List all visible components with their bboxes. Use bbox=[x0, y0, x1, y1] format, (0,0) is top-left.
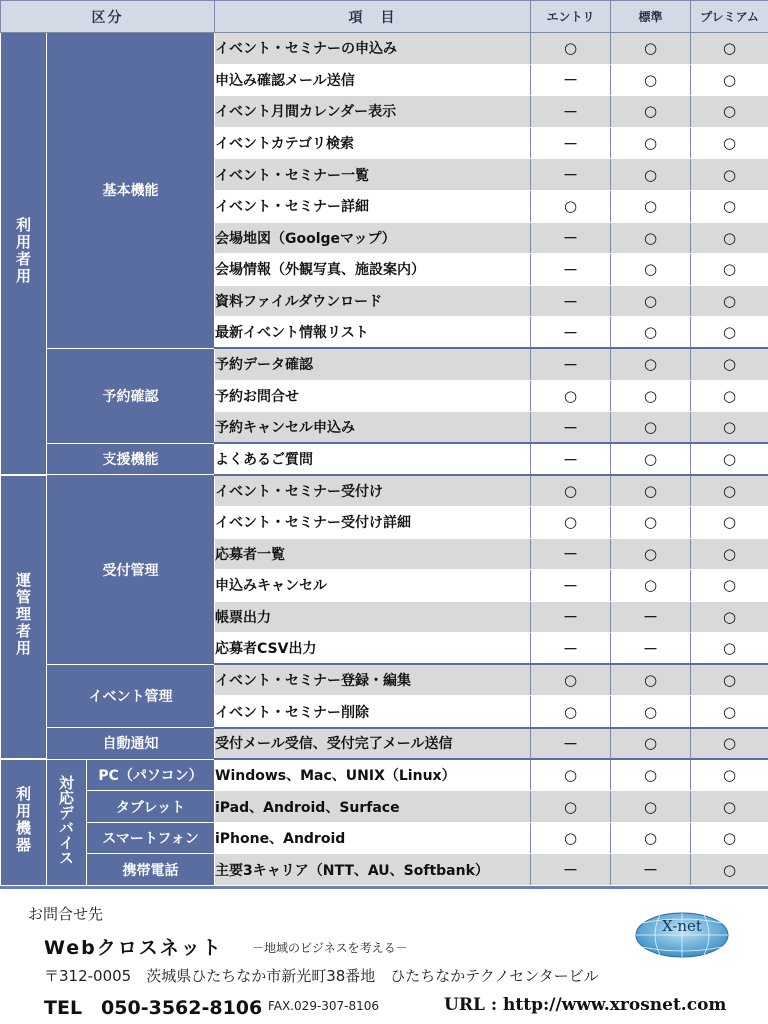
website-url[interactable]: URL : http://www.xrosnet.com bbox=[444, 995, 727, 1015]
availability-standard: － bbox=[611, 854, 691, 886]
feature-item: イベント・セミナー受付け詳細 bbox=[215, 506, 531, 538]
feature-item: 応募者CSV出力 bbox=[215, 633, 531, 665]
company-tagline: －地域のビジネスを考える－ bbox=[252, 941, 408, 955]
header-plan-standard: 標準 bbox=[611, 1, 691, 33]
availability-standard: ○ bbox=[611, 317, 691, 349]
subcategory-cell: 基本機能 bbox=[47, 33, 215, 349]
device-type: スマートフォン bbox=[87, 822, 215, 854]
table-row bbox=[1, 664, 768, 696]
availability-premium: ○ bbox=[691, 33, 768, 65]
subcategory-cell: 自動通知 bbox=[47, 728, 215, 760]
availability-standard: ○ bbox=[611, 664, 691, 696]
category-cell bbox=[1, 759, 47, 885]
availability-entry: － bbox=[531, 348, 611, 380]
availability-standard: ○ bbox=[611, 570, 691, 602]
contact-footer bbox=[0, 886, 768, 1024]
availability-standard: ○ bbox=[611, 412, 691, 444]
availability-standard: ○ bbox=[611, 159, 691, 191]
feature-item: イベント・セミナー受付け bbox=[215, 475, 531, 507]
feature-item: イベント・セミナー詳細 bbox=[215, 190, 531, 222]
availability-premium: ○ bbox=[691, 854, 768, 886]
availability-standard: ○ bbox=[611, 791, 691, 823]
availability-premium: ○ bbox=[691, 412, 768, 444]
feature-item: 最新イベント情報リスト bbox=[215, 317, 531, 349]
availability-standard: － bbox=[611, 633, 691, 665]
feature-item: 受付メール受信、受付完了メール送信 bbox=[215, 728, 531, 760]
feature-item: イベント月間カレンダー表示 bbox=[215, 96, 531, 128]
device-platforms: iPhone、Android bbox=[215, 822, 531, 854]
availability-premium: ○ bbox=[691, 664, 768, 696]
category-label: 運管理者用 bbox=[14, 572, 32, 658]
device-platforms: 主要3キャリア（NTT、AU、Softbank） bbox=[215, 854, 531, 886]
availability-standard: ○ bbox=[611, 33, 691, 65]
feature-item: 資料ファイルダウンロード bbox=[215, 285, 531, 317]
availability-standard: ○ bbox=[611, 96, 691, 128]
availability-standard: ○ bbox=[611, 285, 691, 317]
availability-premium: ○ bbox=[691, 190, 768, 222]
availability-entry: － bbox=[531, 317, 611, 349]
device-type: 携帯電話 bbox=[87, 854, 215, 886]
feature-item: 応募者一覧 bbox=[215, 538, 531, 570]
availability-entry: ○ bbox=[531, 380, 611, 412]
availability-entry: － bbox=[531, 222, 611, 254]
availability-entry: － bbox=[531, 96, 611, 128]
category-label: 利用機器 bbox=[14, 786, 32, 855]
availability-standard: － bbox=[611, 601, 691, 633]
feature-item: イベント・セミナー登録・編集 bbox=[215, 664, 531, 696]
table-row bbox=[1, 759, 768, 791]
availability-premium: ○ bbox=[691, 127, 768, 159]
availability-entry: － bbox=[531, 601, 611, 633]
availability-entry: － bbox=[531, 412, 611, 444]
availability-standard: ○ bbox=[611, 64, 691, 96]
availability-premium: ○ bbox=[691, 348, 768, 380]
availability-standard: ○ bbox=[611, 506, 691, 538]
availability-premium: ○ bbox=[691, 728, 768, 760]
availability-entry: － bbox=[531, 254, 611, 286]
availability-entry: － bbox=[531, 728, 611, 760]
feature-item: イベント・セミナー削除 bbox=[215, 696, 531, 728]
availability-premium: ○ bbox=[691, 570, 768, 602]
device-group-label: 対応デバイス bbox=[57, 775, 75, 866]
availability-standard: ○ bbox=[611, 728, 691, 760]
device-platforms: iPad、Android、Surface bbox=[215, 791, 531, 823]
availability-premium: ○ bbox=[691, 633, 768, 665]
availability-premium: ○ bbox=[691, 791, 768, 823]
device-type: PC（パソコン） bbox=[87, 759, 215, 791]
header-plan-entry: エントリ bbox=[531, 1, 611, 33]
availability-entry: － bbox=[531, 854, 611, 886]
availability-entry: ○ bbox=[531, 33, 611, 65]
availability-standard: ○ bbox=[611, 696, 691, 728]
table-row bbox=[1, 443, 768, 475]
availability-entry: － bbox=[531, 633, 611, 665]
subcategory-cell: 予約確認 bbox=[47, 348, 215, 443]
feature-item: 予約お問合せ bbox=[215, 380, 531, 412]
availability-entry: － bbox=[531, 570, 611, 602]
category-cell bbox=[1, 475, 47, 759]
header-item: 項 目 bbox=[215, 1, 531, 33]
table-header-row bbox=[1, 1, 768, 33]
availability-premium: ○ bbox=[691, 317, 768, 349]
device-group-cell bbox=[47, 759, 87, 885]
availability-entry: － bbox=[531, 538, 611, 570]
availability-entry: ○ bbox=[531, 190, 611, 222]
availability-premium: ○ bbox=[691, 285, 768, 317]
header-category: 区分 bbox=[1, 1, 215, 33]
subcategory-cell: 支援機能 bbox=[47, 443, 215, 475]
availability-premium: ○ bbox=[691, 759, 768, 791]
table-row bbox=[1, 348, 768, 380]
availability-entry: ○ bbox=[531, 506, 611, 538]
availability-premium: ○ bbox=[691, 538, 768, 570]
feature-item: 会場情報（外観写真、施設案内） bbox=[215, 254, 531, 286]
table-row bbox=[1, 854, 768, 886]
availability-entry: － bbox=[531, 285, 611, 317]
availability-premium: ○ bbox=[691, 506, 768, 538]
availability-standard: ○ bbox=[611, 380, 691, 412]
contact-heading: お問合せ先 bbox=[28, 905, 104, 923]
availability-standard: ○ bbox=[611, 190, 691, 222]
feature-item: よくあるご質問 bbox=[215, 443, 531, 475]
availability-premium: ○ bbox=[691, 696, 768, 728]
feature-item: 会場地図（Goolgeマップ） bbox=[215, 222, 531, 254]
availability-entry: － bbox=[531, 127, 611, 159]
feature-item: イベントカテゴリ検索 bbox=[215, 127, 531, 159]
availability-entry: ○ bbox=[531, 791, 611, 823]
availability-premium: ○ bbox=[691, 601, 768, 633]
availability-premium: ○ bbox=[691, 380, 768, 412]
availability-standard: ○ bbox=[611, 222, 691, 254]
availability-premium: ○ bbox=[691, 159, 768, 191]
table-row bbox=[1, 33, 768, 65]
availability-entry: ○ bbox=[531, 475, 611, 507]
availability-entry: － bbox=[531, 64, 611, 96]
availability-standard: ○ bbox=[611, 443, 691, 475]
subcategory-cell: イベント管理 bbox=[47, 664, 215, 727]
table-row bbox=[1, 475, 768, 507]
company-address: 〒312-0005 茨城県ひたちなか市新光町38番地 ひたちなかテクノセンタービル bbox=[44, 967, 599, 985]
fax-number: FAX.029-307-8106 bbox=[268, 999, 380, 1013]
availability-standard: ○ bbox=[611, 759, 691, 791]
table-row bbox=[1, 822, 768, 854]
availability-standard: ○ bbox=[611, 127, 691, 159]
availability-standard: ○ bbox=[611, 254, 691, 286]
feature-item: イベント・セミナー一覧 bbox=[215, 159, 531, 191]
telephone-number: TEL 050-3562-8106 bbox=[44, 997, 263, 1019]
table-row bbox=[1, 791, 768, 823]
availability-entry: ○ bbox=[531, 759, 611, 791]
feature-item: 予約データ確認 bbox=[215, 348, 531, 380]
feature-item: 申込み確認メール送信 bbox=[215, 64, 531, 96]
subcategory-cell: 受付管理 bbox=[47, 475, 215, 665]
availability-premium: ○ bbox=[691, 822, 768, 854]
availability-entry: ○ bbox=[531, 664, 611, 696]
svg-text:X-net: X-net bbox=[662, 917, 702, 935]
availability-entry: － bbox=[531, 159, 611, 191]
device-platforms: Windows、Mac、UNIX（Linux） bbox=[215, 759, 531, 791]
availability-standard: ○ bbox=[611, 475, 691, 507]
availability-standard: ○ bbox=[611, 348, 691, 380]
feature-item: イベント・セミナーの申込み bbox=[215, 33, 531, 65]
availability-premium: ○ bbox=[691, 254, 768, 286]
device-type: タブレット bbox=[87, 791, 215, 823]
availability-premium: ○ bbox=[691, 64, 768, 96]
availability-premium: ○ bbox=[691, 96, 768, 128]
feature-item: 申込みキャンセル bbox=[215, 570, 531, 602]
availability-premium: ○ bbox=[691, 475, 768, 507]
feature-item: 帳票出力 bbox=[215, 601, 531, 633]
header-plan-premium: プレミアム bbox=[691, 1, 768, 33]
feature-item: 予約キャンセル申込み bbox=[215, 412, 531, 444]
category-label: 利用者用 bbox=[14, 217, 32, 286]
table-row bbox=[1, 728, 768, 760]
availability-entry: ○ bbox=[531, 822, 611, 854]
availability-entry: － bbox=[531, 443, 611, 475]
availability-standard: ○ bbox=[611, 538, 691, 570]
availability-entry: ○ bbox=[531, 696, 611, 728]
category-cell bbox=[1, 33, 47, 475]
availability-standard: ○ bbox=[611, 822, 691, 854]
availability-premium: ○ bbox=[691, 443, 768, 475]
xnet-globe-logo bbox=[632, 909, 732, 961]
availability-premium: ○ bbox=[691, 222, 768, 254]
company-name: Webクロスネット bbox=[44, 937, 223, 959]
